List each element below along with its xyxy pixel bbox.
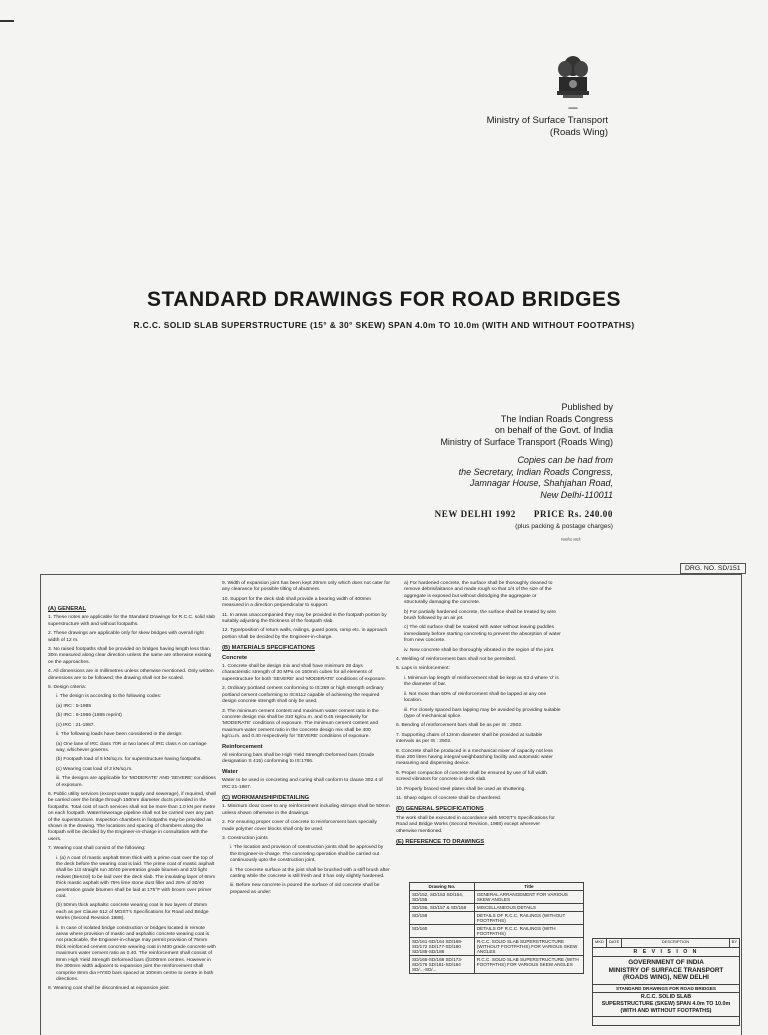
note-item: 5. Laps in reinforcement:	[396, 666, 450, 672]
note-item: 8. Concrete shall be produced in a mechanical mixer of capacity not less than 200 litres having integral weighbatching facility and automatic water measuring and dispensing device.	[396, 748, 553, 767]
section-general-spec-heading: (D) GENERAL SPECIFICATIONS	[396, 806, 484, 813]
note-item: 1. These notes are applicable for the Standard Drawings for R.C.C. solid slab superstructure with and without footpaths.	[48, 615, 216, 627]
table-row	[410, 956, 584, 974]
rcc-line3: (WITH AND WITHOUT FOOTPATHS)	[620, 1007, 712, 1014]
drawing-number: DRG. NO. SD/151	[680, 563, 746, 574]
note-item: 1. Concrete shall be design mix and shall have minimum 28 days characteristic strength of 30 MPa on 150mm cubes for all elements of superstructure for both 'SEVERE' and 'MODERATE' conditions of exposure.	[222, 664, 387, 682]
note-item: iv. New concrete shall be thoroughly vibrated in the region of the joint.	[404, 647, 555, 653]
note-item: ii. The following loads have been considered in the design:	[56, 732, 183, 738]
table-row	[410, 938, 584, 956]
note-item: 3. No raised footpaths shall be provided on bridges having length less than 30m measured along clear direction unless the same are otherwise existing on the approaches.	[48, 647, 212, 665]
rcc-line1: R.C.C. SOLID SLAB	[640, 993, 692, 1000]
ministry-name: Ministry of Surface Transport	[486, 115, 608, 126]
standard-drawings-label: STANDARD DRAWINGS FOR ROAD BRIDGES	[593, 985, 739, 993]
published-by: Published by	[561, 402, 613, 412]
revision-header-cell: MKD	[593, 939, 607, 947]
table-row	[410, 912, 584, 925]
svg-text:═══: ═══	[568, 106, 578, 112]
revision-header-cell: DATE	[607, 939, 622, 947]
table-header-cell: Title	[474, 883, 583, 891]
section-reference-heading: (E) REFERENCE TO DRAWINGS	[396, 839, 485, 845]
note-item: All reinforcing bars shall be High Yield Strength Deformed bars (Grade designation S 415) conforming to IS:1786.	[222, 752, 375, 765]
note-item: 10. Support for the deck slab shall provide a bearing width of 400mm measured in a direction perpendicular to support.	[222, 596, 371, 609]
note-item: (c) Wearing coat load of 2 kN/sq.m.	[56, 766, 133, 772]
note-item: (b) IRC : 6-1966 (1985 reprint)	[56, 713, 122, 719]
note-item: (a) IRC : 5-1985	[56, 703, 92, 709]
price: PRICE Rs. 240.00	[533, 509, 613, 519]
revision-header-cell: DESCRIPTION	[622, 939, 729, 947]
note-item: 6. Bending of reinforcement bars shall be as per IS : 2502.	[396, 723, 523, 729]
place-year: NEW DELHI 1992	[434, 509, 516, 519]
note-item: 7. Supporting chairs of 12mm diameter shall be provided at suitable intervals as per IS : 2502.	[396, 732, 543, 745]
note-item: ii. In case of isolated bridge construction or bridges located in remote areas where provision of mastic and asphaltic concrete wearing coat is not practicable, the Engineer-in-charge may permit provision of 75mm thick reinforced cement concrete wearing coat in M30 grade concrete with maximum water cement ratio as 0.40. The reinforcement shall consist of 8mm High Yield Strength Deformed bars @200mm centres. However in the 300mm width adjacent to expansion joint the reinforcement shall comprise 8mm dia HYSD bars spaced at 100mm centre to centre in both directions.	[56, 925, 216, 982]
table-cell: MISCELLANEOUS DETAILS	[474, 904, 583, 912]
place-price-line	[435, 509, 613, 521]
table-row	[410, 904, 584, 912]
document-subtitle: R.C.C. SOLID SLAB SUPERSTRUCTURE (15° & 30° SKEW) SPAN 4.0m TO 10.0m (WITH AND WITHOUT FOOTPATHS)	[133, 320, 635, 330]
note-item: ii. Not more than 50% of reinforcement shall be lapped at any one location.	[404, 691, 547, 704]
table-cell: R.C.C. SOLID SLAB SUPERSTRUCTURE (WITHOUT FOOTPATHS) FOR VARIOUS SKEW ANGLES	[474, 938, 583, 956]
document-title: STANDARD DRAWINGS FOR ROAD BRIDGES	[147, 288, 621, 311]
copies-line3: Jamnagar House, Shahjahan Road,	[469, 478, 613, 488]
note-item: 2. For ensuring proper cover of concrete to reinforcement bars specially made polymer cover blocks shall only be used.	[222, 820, 377, 832]
note-item: iii. The designs are applicable for 'MODERATE' AND 'SEVERE' conditions of exposure.	[56, 776, 216, 788]
table-row	[410, 925, 584, 938]
note-item: 6. Public utility services (except water supply and sewerage), if required, shall be carried over the bridge through 150mm diameter ducts provided in the footpaths. Total cost of such services shall not be more than 1.0 kN per metre on each footpath. Water/sewerage pipeline shall not be carried over any part of the superstructure. Inspection chambers in footpaths may be provided as shown in the drawing. The locations and spacing of chambers along the footpath will be decided by the Engineer-in-charge in consultation with the users.	[48, 791, 216, 842]
publisher-name: The Indian Roads Congress	[500, 413, 613, 424]
gov-line3: (ROADS WING), NEW DELHI	[623, 974, 709, 981]
rcc-line2: SUPERSTRUCTURE (SKEW) SPAN 4.0m TO 10.0m	[601, 1000, 731, 1007]
note-item: (b) 50mm thick asphaltic concrete wearing coat in two layers of 25mm each as per Clause 512 of MOST's Specifications for Road and Bridge Works (Second Revision 1988).	[56, 903, 209, 922]
margin-mark	[0, 20, 14, 22]
copies-line1: Copies can be had from	[517, 455, 613, 465]
table-cell: SD/161-SD/164 SD/169-SD/172 SD/177-SD/180 SD/185-SD/188	[410, 938, 475, 956]
note-item: 12. Type/position of return walls, railings, guard posts, ramp etc. in approach portion shall be decided by the Engineer-in-charge.	[222, 628, 388, 640]
note-item: (a) One lane of IRC class 70R or two lanes of IRC class A on carriage way, whichever governs.	[56, 741, 207, 753]
table-cell: R.C.C. SOLID SLAB SUPERSTRUCTURE (WITH FOOTPATHS) FOR VARIOUS SKEW ANGLES	[474, 956, 583, 974]
note-item: i. (a) A coat of mastic asphalt 8mm thick with a prime coat over the top of the deck before the wearing coat is laid. The prime coat of mastic asphalt shall be 1/3 straight run 30/40 penetration grade bitumen and 2/3 light redwet (Benzol) to be laid over the deck slab. The insulating layer of 6mm thick mastic asphalt with 75% lime stone dust filler and 25% of 30/40 penetration grade bitumen shall be laid at 175°F with broom over primer coat.	[56, 855, 216, 900]
concrete-subheading: Concrete	[222, 654, 248, 661]
note-item: i. The design is according to the following codes:	[56, 694, 162, 700]
note-item: 7. Wearing coat shall consist of the following:	[48, 846, 146, 852]
publisher-ministry: Ministry of Surface Transport (Roads Wing)	[440, 436, 613, 447]
table-cell: SD/160	[410, 925, 475, 938]
section-workmanship-heading: (C) WORKMANSHIP/DETAILING	[222, 794, 310, 801]
note-item: 9. Proper compaction of concrete shall be ensured by use of full width screed vibrators for concrete in deck slab.	[396, 770, 547, 783]
note-item: 2. These drawings are applicable only for skew bridges with overall right width of 12 m.	[48, 631, 204, 643]
drawing-title-block	[593, 993, 739, 1017]
seal-caption: सत्यमेव जयते	[561, 537, 581, 542]
note-item: 4. All dimensions are in millimetres unless otherwise mentioned. Only written dimensions are to be followed; the drawing shall not be scaled.	[48, 669, 214, 681]
note-item: c) The old surface shall be soaked with water without leaving puddles immediately before starting concreting to prevent the absorption of water from new concrete.	[404, 625, 561, 644]
copies-line4: New Delhi-110011	[540, 489, 613, 500]
notes-column-3	[396, 581, 561, 848]
note-item: 3. The minimum cement content and maximum water cement ratio in the concrete design mix shall be 310 kg/cu.m. and 0.45 respectively for 'MODERATE' conditions of exposure. The minimum cement content and maximum water cement ratio in the concrete design mix shall be 400 kg/cu.m. and 0.40 respectively for 'SEVERE' conditions of exposure.	[222, 708, 379, 740]
note-item: The work shall be executed in accordance with MOST's Specifications for Road and Bridge Works (Second Revision, 1988) except wherever otherwise mentioned.	[396, 815, 555, 834]
reference-drawings-table	[409, 882, 584, 974]
note-item: 11. Sharp edges of concrete shall be chamfered.	[396, 795, 502, 801]
government-block	[593, 957, 739, 985]
note-item: b) For partially hardened concrete, the surface shall be treated by wire brush followed by an air jet.	[404, 609, 556, 622]
table-row	[410, 891, 584, 904]
note-item: ii. The concrete surface at the joint shall be brushed with a stiff brush after casting while the concrete is still fresh and it has only slightly hardened.	[230, 867, 390, 880]
table-cell: DETAILS OF R.C.C. RAILINGS (WITH FOOTPATHS)	[474, 925, 583, 938]
national-emblem-icon	[551, 52, 595, 114]
water-subheading: Water	[222, 768, 238, 775]
gov-line2: MINISTRY OF SURFACE TRANSPORT	[608, 966, 724, 974]
copies-line2: the Secretary, Indian Roads Congress,	[458, 466, 613, 477]
section-general-heading: (A) GENERAL	[48, 606, 86, 612]
note-item: a) For hardened concrete, the surface shall be thoroughly cleaned to remove debris/laitance and made rough so that 1/4 of the size of the aggregate is exposed but without dislodging the aggregate or structurally damaging the concrete.	[404, 581, 553, 606]
note-item: 5. Design criteria:	[48, 685, 87, 691]
table-header-cell: Drawing No.	[410, 883, 475, 891]
note-item: i. The location and provision of construction joints shall be approved by the Engineer-in-charge. The concreting operation shall be carried out continuously upto the construction joint.	[230, 845, 384, 864]
revision-label: R E V I S I O N	[593, 948, 739, 957]
table-cell: SD/156, SD/157 & SD/158	[410, 904, 475, 912]
revision-header-cell: BY	[731, 939, 737, 944]
note-item: (c) IRC : 21-1987.	[56, 722, 95, 728]
table-cell: GENERAL ARRANGEMENT FOR VARIOUS SKEW ANGLES	[474, 891, 583, 904]
note-item: iii. Before new concrete is poured the surface of old concrete shall be prepared as under:	[230, 883, 380, 895]
ministry-wing: (Roads Wing)	[549, 127, 608, 138]
section-materials-heading: (B) MATERIALS SPECIFICATIONS	[222, 645, 315, 652]
table-cell: SD/159	[410, 912, 475, 925]
publisher-block	[435, 402, 613, 532]
revision-header	[593, 939, 739, 948]
title-block	[592, 938, 740, 1026]
note-item: 8. Wearing coat shall be discontinued at expansion joint	[48, 986, 169, 992]
note-item: 10. Properly braced steel plates shall be used as shuttering.	[396, 786, 526, 792]
note-item: i. Minimum lap length of reinforcement shall be kept as 63 d where 'd' is the diameter of bar.	[404, 675, 559, 688]
table-cell: DETAILS OF R.C.C. RAILINGS (WITHOUT FOOTPATHS)	[474, 912, 583, 925]
publisher-behalf: on behalf of the Govt. of India	[494, 425, 613, 435]
note-item: (b) Footpath load of 5 kN/sq.m. for superstructure having footpaths.	[56, 757, 202, 763]
note-item: 4. Welding of reinforcement bars shall not be permitted.	[396, 657, 517, 663]
gov-line1: GOVERNMENT OF INDIA	[628, 959, 704, 966]
reinforcement-subheading: Reinforcement	[222, 743, 263, 750]
note-item: 2. Ordinary portland cement conforming to IS:269 or high strength ordinary portland cement conforming to IS:8112 capable of achieving the required design concrete strength shall only be used.	[222, 686, 384, 705]
notes-column-2	[222, 581, 390, 899]
table-cell: SD/165-SD/168 SD/173-SD/176 SD/181-SD/184 SD/...-SD/...	[410, 956, 475, 974]
notes-column-1	[48, 602, 216, 996]
note-item: Water to be used in concreting and curing shall conform to clause 302.4 of IRC:21-1987.	[222, 778, 383, 790]
price-note: (plus packing & postage charges)	[515, 522, 613, 530]
note-item: 9. Width of expansion joint has been kept 20mm only which does not cater for any clearance for possible tilting of abutment.	[222, 581, 391, 593]
note-item: iii. For closely spaced bars lapping may be avoided by providing suitable (type of mechanical splice.	[404, 707, 561, 719]
ministry-header	[487, 115, 608, 139]
table-cell: SD/152, SD/153 SD/154, SD/155	[410, 891, 475, 904]
table-header-row	[410, 883, 584, 891]
note-item: 11. In areas unaccompanied they may be provided in the footpath portion by suitably adjusting the thickness of the footpath slab.	[222, 612, 387, 625]
note-item: 1. Minimum clear cover to any reinforcement including stirrups shall be 50mm unless shown otherwise in the drawings.	[222, 804, 390, 816]
note-item: 3. Construction joints	[222, 836, 268, 841]
